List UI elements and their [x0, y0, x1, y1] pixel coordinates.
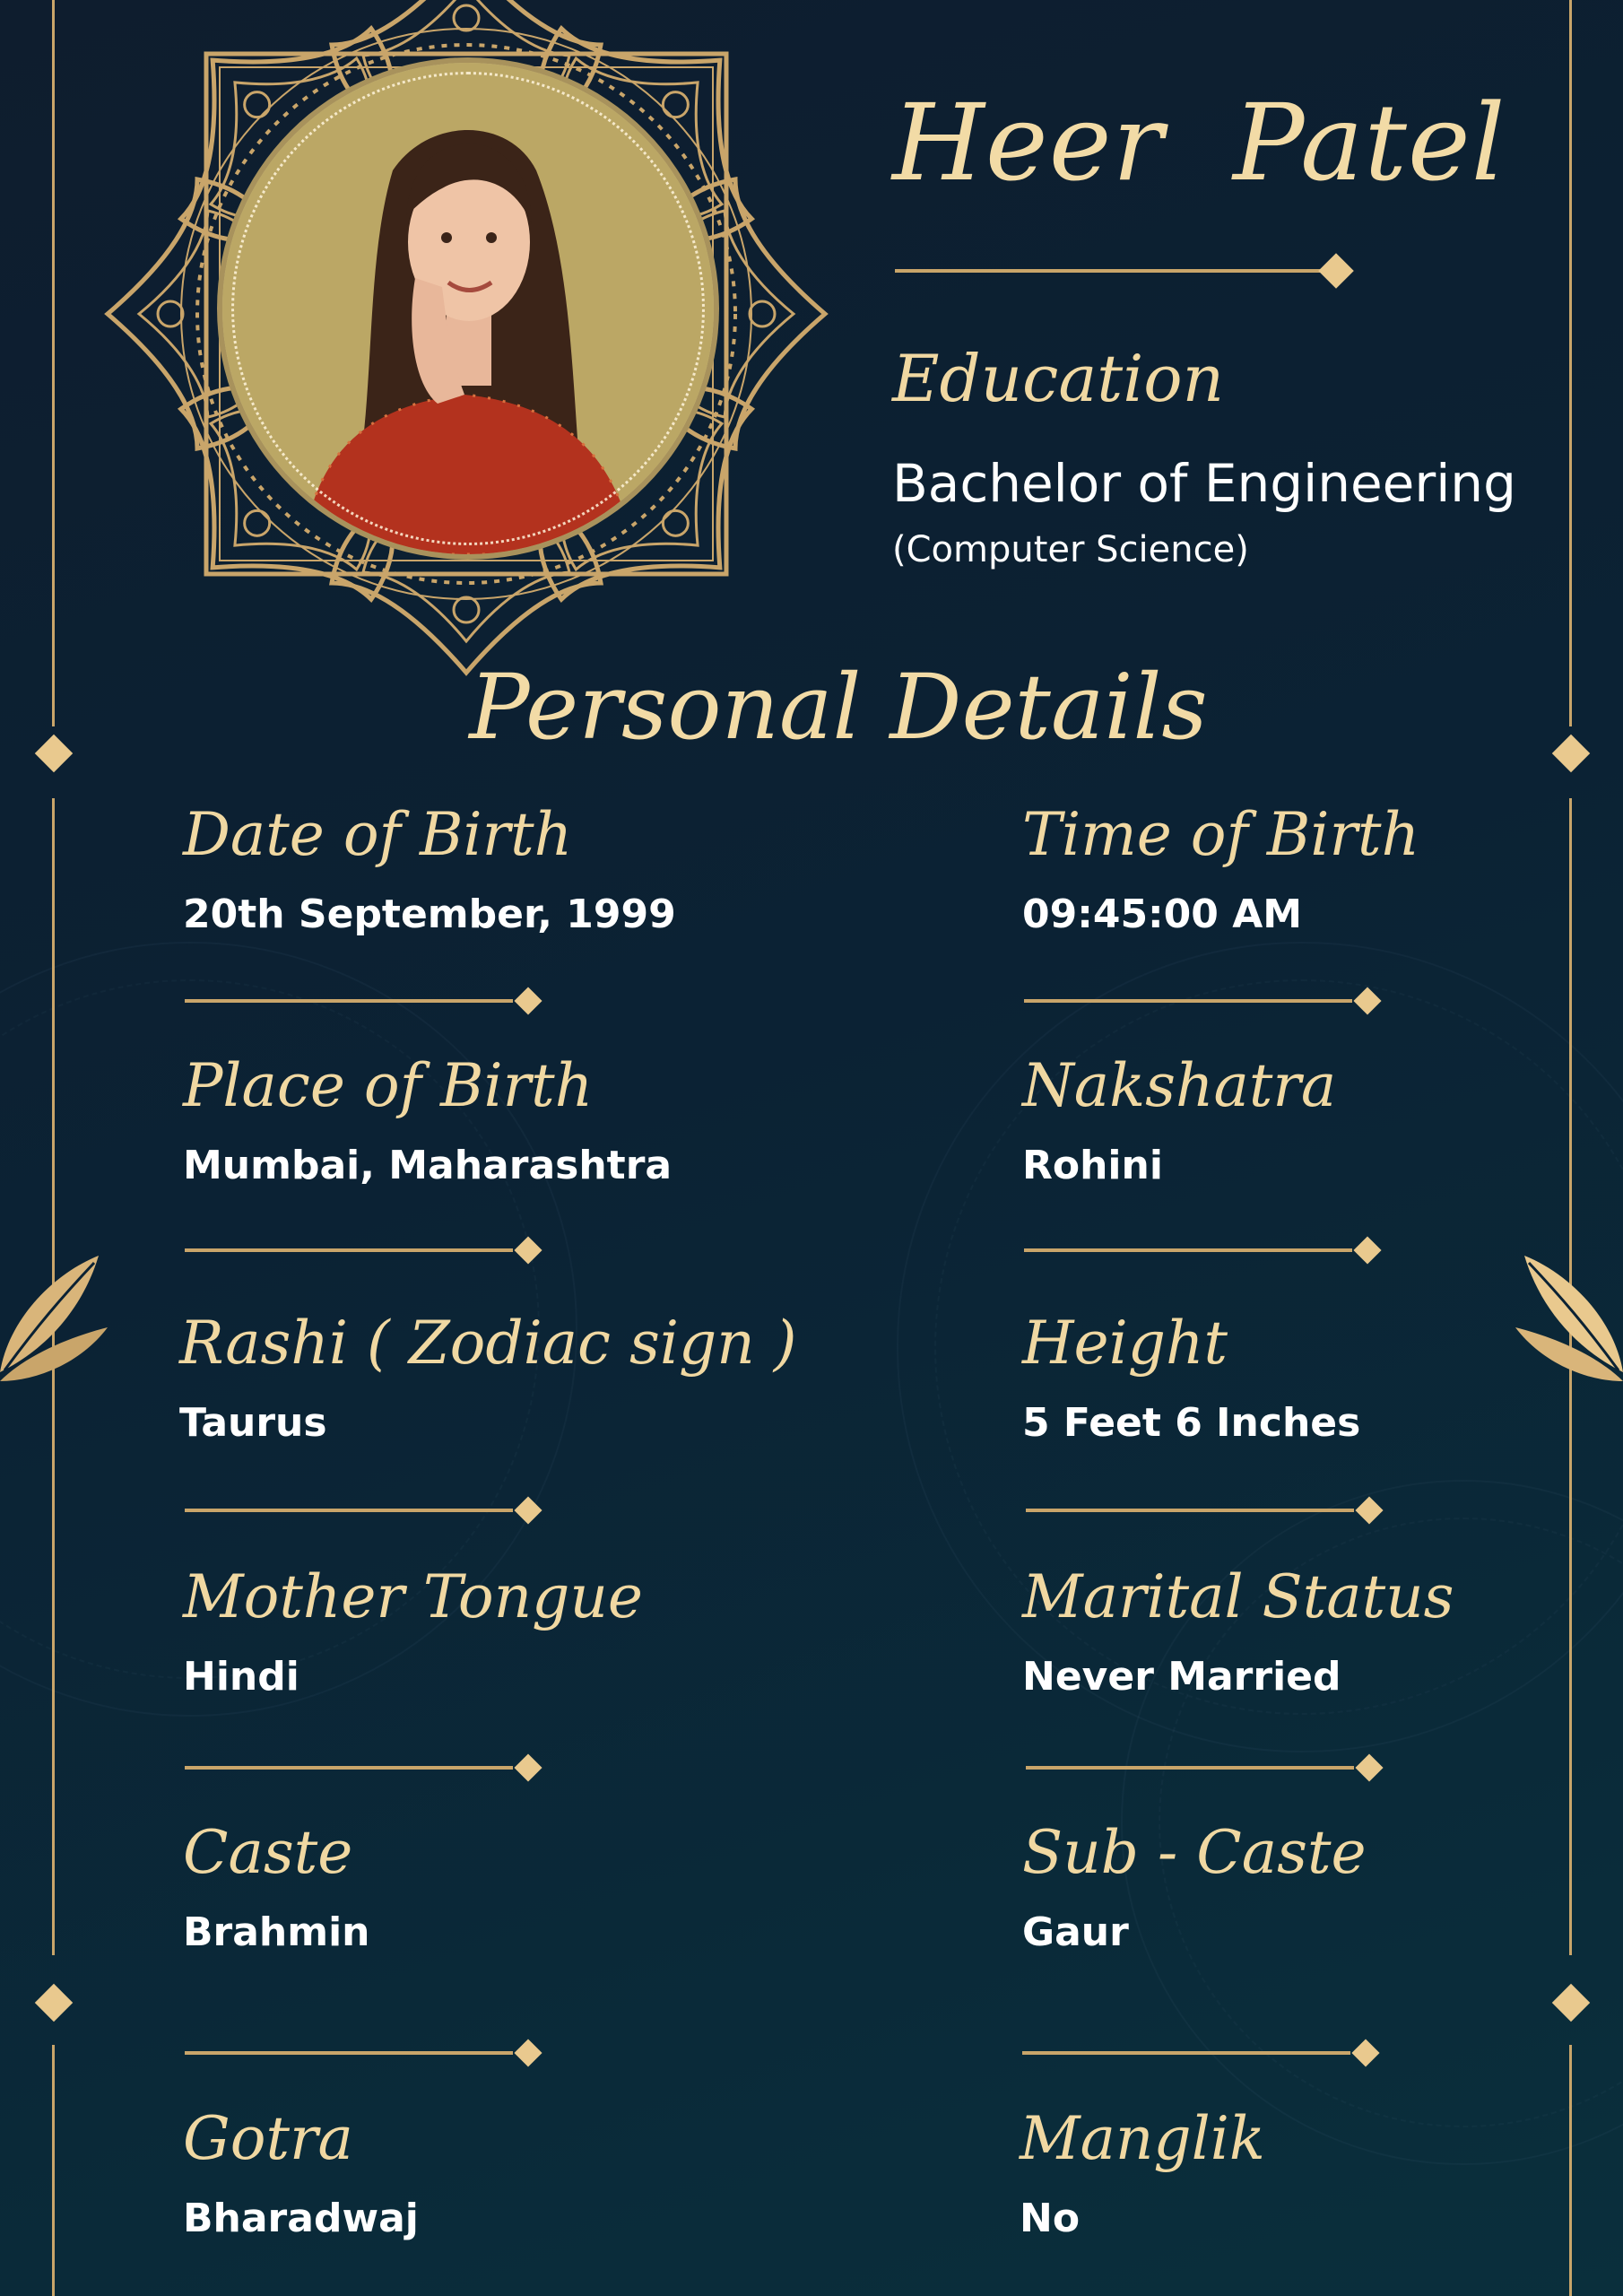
field-label: Place of Birth: [183, 1051, 594, 1120]
profile-name: Heer Patel: [892, 81, 1506, 204]
field-manglik: [1020, 2104, 1623, 2241]
name-divider: [895, 257, 1354, 285]
field-value: No: [1020, 2196, 1081, 2241]
field-value: 09:45:00 AM: [1022, 891, 1303, 937]
divider: [1024, 1236, 1383, 1265]
field-label: Marital Status: [1022, 1562, 1454, 1631]
field-value: Rohini: [1022, 1143, 1163, 1188]
divider: [185, 1236, 543, 1265]
divider: [185, 1753, 543, 1782]
field-sub-caste: [1022, 1818, 1623, 1955]
divider: [1022, 2039, 1381, 2067]
profile-photo: [222, 63, 714, 554]
field-label: Gotra: [183, 2104, 353, 2173]
divider: [1026, 1496, 1384, 1525]
field-label: Mother Tongue: [183, 1562, 643, 1631]
section-title-personal-details: Personal Details: [469, 655, 1208, 760]
left-leaf-ornament-icon: [0, 1247, 108, 1381]
field-value: 5 Feet 6 Inches: [1022, 1400, 1361, 1446]
left-border-line-top: [52, 0, 55, 726]
field-value: Brahmin: [183, 1909, 370, 1955]
field-label: Height: [1022, 1309, 1228, 1378]
field-value: 20th September, 1999: [183, 891, 676, 937]
field-label: Manglik: [1020, 2104, 1265, 2173]
field-caste: [183, 1818, 829, 1955]
right-border-line-top: [1569, 0, 1572, 726]
field-value: Never Married: [1022, 1654, 1341, 1700]
divider: [185, 2039, 543, 2067]
education-degree: Bachelor of Engineering: [892, 453, 1516, 514]
field-mother-tongue: [183, 1562, 829, 1700]
field-label: Nakshatra: [1022, 1051, 1337, 1120]
field-rashi: [179, 1309, 825, 1446]
education-label: Education: [892, 341, 1224, 416]
field-label: Time of Birth: [1022, 800, 1420, 869]
divider: [1026, 1753, 1384, 1782]
field-value: Mumbai, Maharashtra: [183, 1143, 673, 1188]
left-border-diamond-bottom: [35, 1984, 73, 2022]
field-label: Sub - Caste: [1022, 1818, 1367, 1887]
divider: [185, 987, 543, 1015]
field-height: [1022, 1309, 1623, 1446]
divider-line: [895, 269, 1324, 273]
field-value: Bharadwaj: [183, 2196, 419, 2241]
divider: [1024, 987, 1383, 1015]
field-value: Taurus: [179, 1400, 327, 1446]
field-value: Gaur: [1022, 1909, 1129, 1955]
field-value: Hindi: [183, 1654, 299, 1700]
field-label: Caste: [183, 1818, 353, 1887]
field-date-of-birth: [183, 800, 829, 937]
field-marital-status: [1022, 1562, 1623, 1700]
profile-photo-illustration: [222, 63, 714, 554]
left-border-line-bottom: [52, 2045, 55, 2296]
field-time-of-birth: [1022, 800, 1623, 937]
field-gotra: [183, 2104, 829, 2241]
field-place-of-birth: [183, 1051, 829, 1188]
field-label: Rashi ( Zodiac sign ): [179, 1309, 797, 1378]
diamond-ornament-icon: [1318, 253, 1354, 289]
field-nakshatra: [1022, 1051, 1623, 1188]
divider: [185, 1496, 543, 1525]
education-field: (Computer Science): [892, 529, 1249, 570]
field-label: Date of Birth: [183, 800, 573, 869]
